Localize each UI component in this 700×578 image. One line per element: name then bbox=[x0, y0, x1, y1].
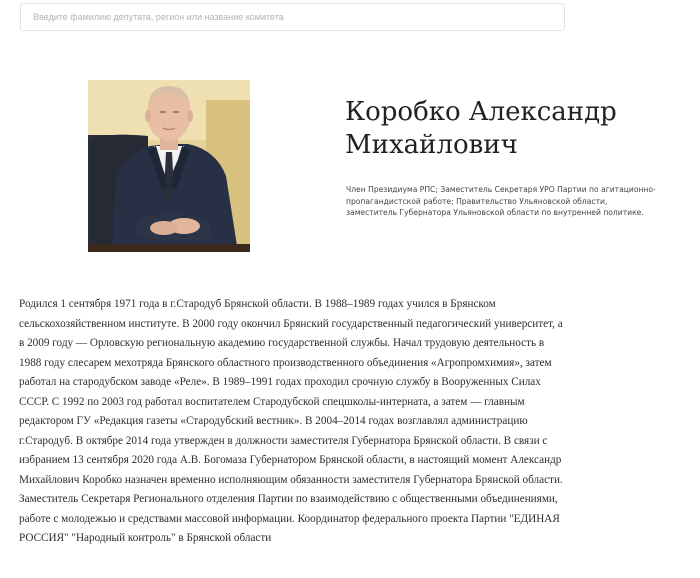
profile-photo bbox=[88, 80, 250, 252]
deputy-name: Коробко Александр Михайлович bbox=[345, 97, 617, 160]
search-input[interactable] bbox=[20, 3, 565, 31]
deputy-position: Член Президиума РПС; Заместитель Секретаря УРО Партии по агитационно-пропагандистской работе; Правительство Ульяновской области, заместитель Губернатора Ульяновской области по внутренней политике. bbox=[346, 185, 656, 217]
deputy-biography: Родился 1 сентября 1971 года в г.Стародуб Брянской области. В 1988–1989 годах учился в Брянском сельскохозяйственном институте. В 2000 году окончил Брянский государственный педагогический университет, а в 2009 году — Орловскую региональную академию государственной службы. Начал трудовую деятельность в 1988 году слесарем мехотряда Брянского областного производственного объединения «Агропромхимия», затем работал на стародубском заводе «Реле». В 1989–1991 годах проходил срочную службу в Вооруженных Силах СССР. С 1992 по 2003 год работал воспитателем Стародубской спецшколы-интерната, а затем — главным редактором ГУ «Редакция газеты «Стародубский вестник». В 2004–2014 годах возглавлял администрацию г.Стародуб. В октябре 2014 года утвержден в должности заместителя Губернатора Брянской области. В связи с избранием 13 сентября 2020 года А.В. Богомаза Губернатором Брянской области, в настоящий момент Александр Михайлович Коробко назначен временно исполняющим обязанности заместителя Губернатора Брянской области. Заместитель Секретаря Регионального отделения Партии по взаимодействию с общественными объединениями, работе с молодежью и средствами массовой информации. Координатор федерального проекта Партии "ЕДИНАЯ РОССИЯ" "Народный контроль" в Брянской области bbox=[19, 298, 563, 544]
